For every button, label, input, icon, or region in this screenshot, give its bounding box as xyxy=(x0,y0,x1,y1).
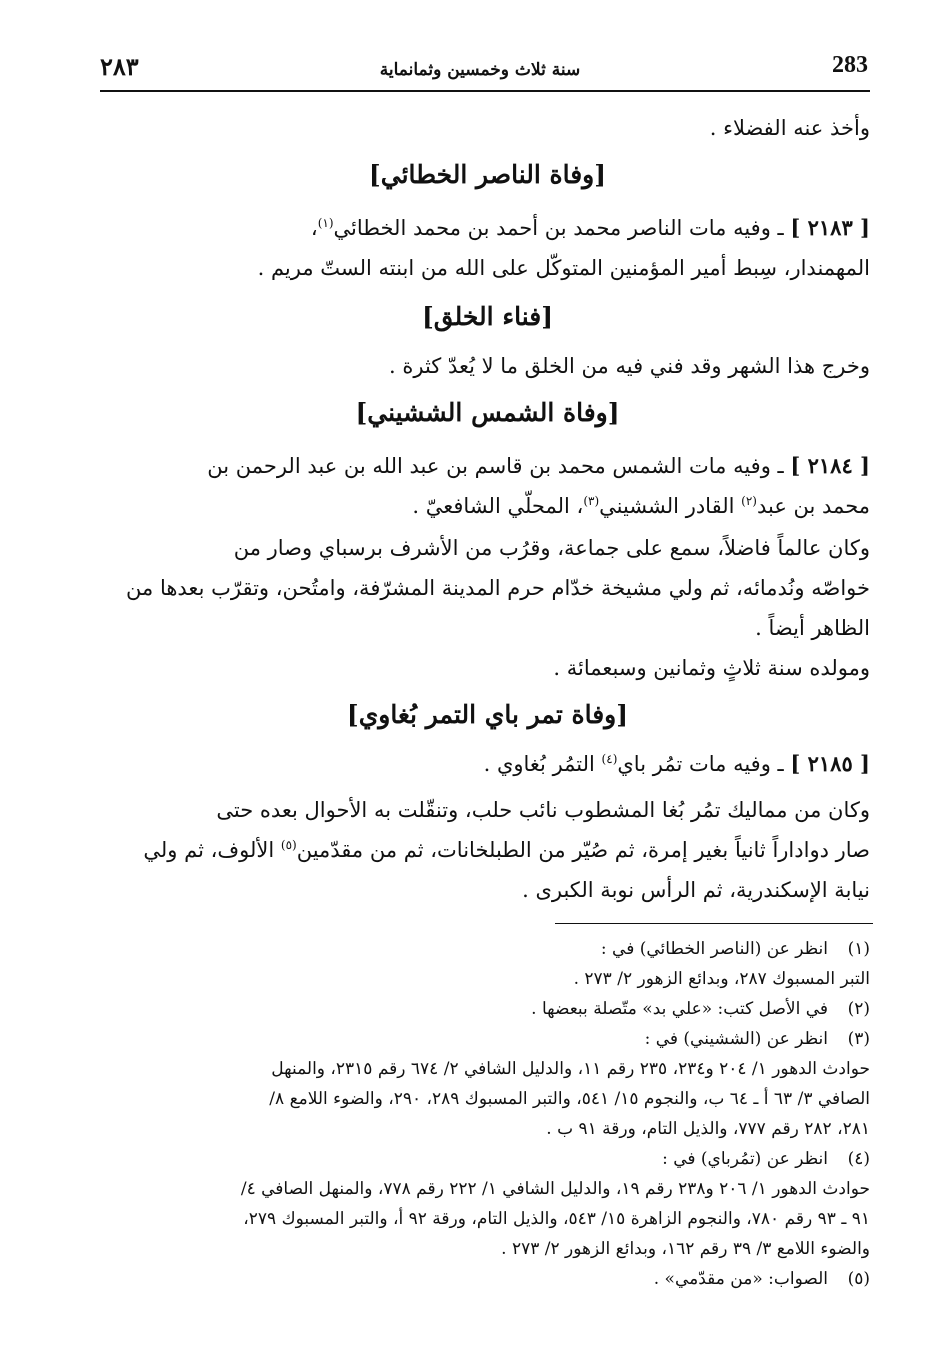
paragraph-birth: ومولده سنة ثلاثٍ وثمانين وسبعمائة . xyxy=(553,656,870,680)
footnote-ref: (١) xyxy=(317,216,334,230)
entry-2185: [ ٢١٨٥ ] ـ وفيه مات تمُر باي$^{(٤)}$ التمُر بُغاوي . xyxy=(483,751,870,776)
paragraph-mass-death: وخرج هذا الشهر وقد فني فيه من الخلق ما لا يُعدّ كثرة . xyxy=(389,354,870,378)
footnote-ref: (٣) xyxy=(583,494,600,508)
entry-2183-line1: [ ٢١٨٣ ] ـ وفيه مات الناصر محمد بن أحمد بن محمد الخطائي$^{(١)}$، xyxy=(310,215,870,240)
entry-2183 xyxy=(105,208,870,288)
page-number-arabic: ٢٨٣ xyxy=(100,52,139,81)
running-title: سنة ثلاث وخمسين وثمانماية xyxy=(379,60,581,80)
footnote-ref: (٢) xyxy=(741,494,757,508)
heading-mass-death: [فناء الخلق] xyxy=(421,302,554,331)
heading-death-shamsh: [وفاة الشمس الششيني] xyxy=(355,398,620,427)
entry-number: [ ٢١٨٣ ] xyxy=(790,215,870,240)
page-number-latin: 283 xyxy=(832,52,868,78)
entry-2184-line2: محمد بن عبد$^{(٢)}$ القادر الششيني$^{(٣)}$، المحلّي الشافعيّ . xyxy=(412,494,870,518)
entry-2184 xyxy=(105,446,870,526)
header-rule xyxy=(100,90,870,92)
footnote-rule xyxy=(555,923,873,924)
footnote-ref: (٥) xyxy=(280,838,297,852)
intro-line: وأخذ عنه الفضلاء . xyxy=(709,116,870,140)
footnote-2: (٢)في الأصل كتب: «علي بد» متّصلة ببعضها . xyxy=(531,999,870,1019)
footnote-3: (٣)انظر عن (الششيني) في : حوادث الدهور ١/ ٢٠٤ و٢٣٤، ٢٣٥ رقم ١١، والدليل الشافي ٢/ ٦٧٤ رقم ٢٣١٥، والمنهل الصافي ٣/ ٦٣ أ ـ ٦٤ ب، والنجوم ١٥/ ٥٤١، والتبر المسبوك ٢٨٩، ٢٩٠، والضوء اللامع ٨/ ٢٨١، ٢٨٢ رقم ٧٧٧، والذيل التام، ورقة ٩١ ب . xyxy=(269,1029,870,1139)
entry-2184-line1: [ ٢١٨٤ ] ـ وفيه مات الشمس محمد بن قاسم بن عبد الله بن عبد الرحمن بن xyxy=(207,453,870,478)
footnote-5: (٥)الصواب: «من مقدّمي» . xyxy=(653,1269,870,1289)
entry-2183-line2: المهمندار، سِبط أمير المؤمنين المتوكّل على الله من ابنته الستّ مريم . xyxy=(257,256,870,280)
footnote-4: (٤)انظر عن (تمُرباي) في : حوادث الدهور ١/ ٢٠٦ و٢٣٨ رقم ١٩، والدليل الشافي ١/ ٢٢٢ رقم ٧٧٨، والمنهل الصافي ٤/ ٩١ ـ ٩٣ رقم ٧٨٠، والنجوم الزاهرة ١٥/ ٥٤٣، والذيل التام، ورقة ٩٢ أ، والتبر المسبوك ٢٧٩، والضوء اللامع ٣/ ٣٩ رقم ١٦٢، وبدائع الزهور ٢/ ٢٧٣ . xyxy=(240,1149,870,1259)
entry-number: [ ٢١٨٤ ] xyxy=(790,453,870,478)
heading-death-timurbay: [وفاة تمر باي التمر بُغاوي] xyxy=(346,700,629,729)
heading-death-nasir: [وفاة الناصر الخطائي] xyxy=(368,160,607,189)
entry-number: [ ٢١٨٥ ] xyxy=(790,751,870,776)
paragraph-timurbay-bio: وكان من مماليك تمُر بُغا المشطوب نائب حلب، وتنقّلت به الأحوال بعده حتى صار دواداراً ثانياً بغير إمرة، ثم صُيّر من الطبلخانات، ثم من مقدّمين$^{(٥)}$ الألوف، ثم ولي نيابة الإسكندرية، ثم الرأس نوبة الكبرى . xyxy=(143,798,870,902)
footnote-ref: (٤) xyxy=(601,752,618,766)
paragraph-biography: وكان عالماً فاضلاً، سمع على جماعة، وقرُب من الأشرف برسباي وصار من خواصّه ونُدمائه، ثم ولي مشيخة خدّام حرم المدينة المشرّفة، وامتُحن، وتقرّب بعدها من الظاهر أيضاً . xyxy=(126,536,870,640)
footnote-1: (١)انظر عن (الناصر الخطائي) في : التبر المسبوك ٢٨٧، وبدائع الزهور ٢/ ٢٧٣ . xyxy=(573,939,870,989)
footnotes xyxy=(105,934,870,1294)
